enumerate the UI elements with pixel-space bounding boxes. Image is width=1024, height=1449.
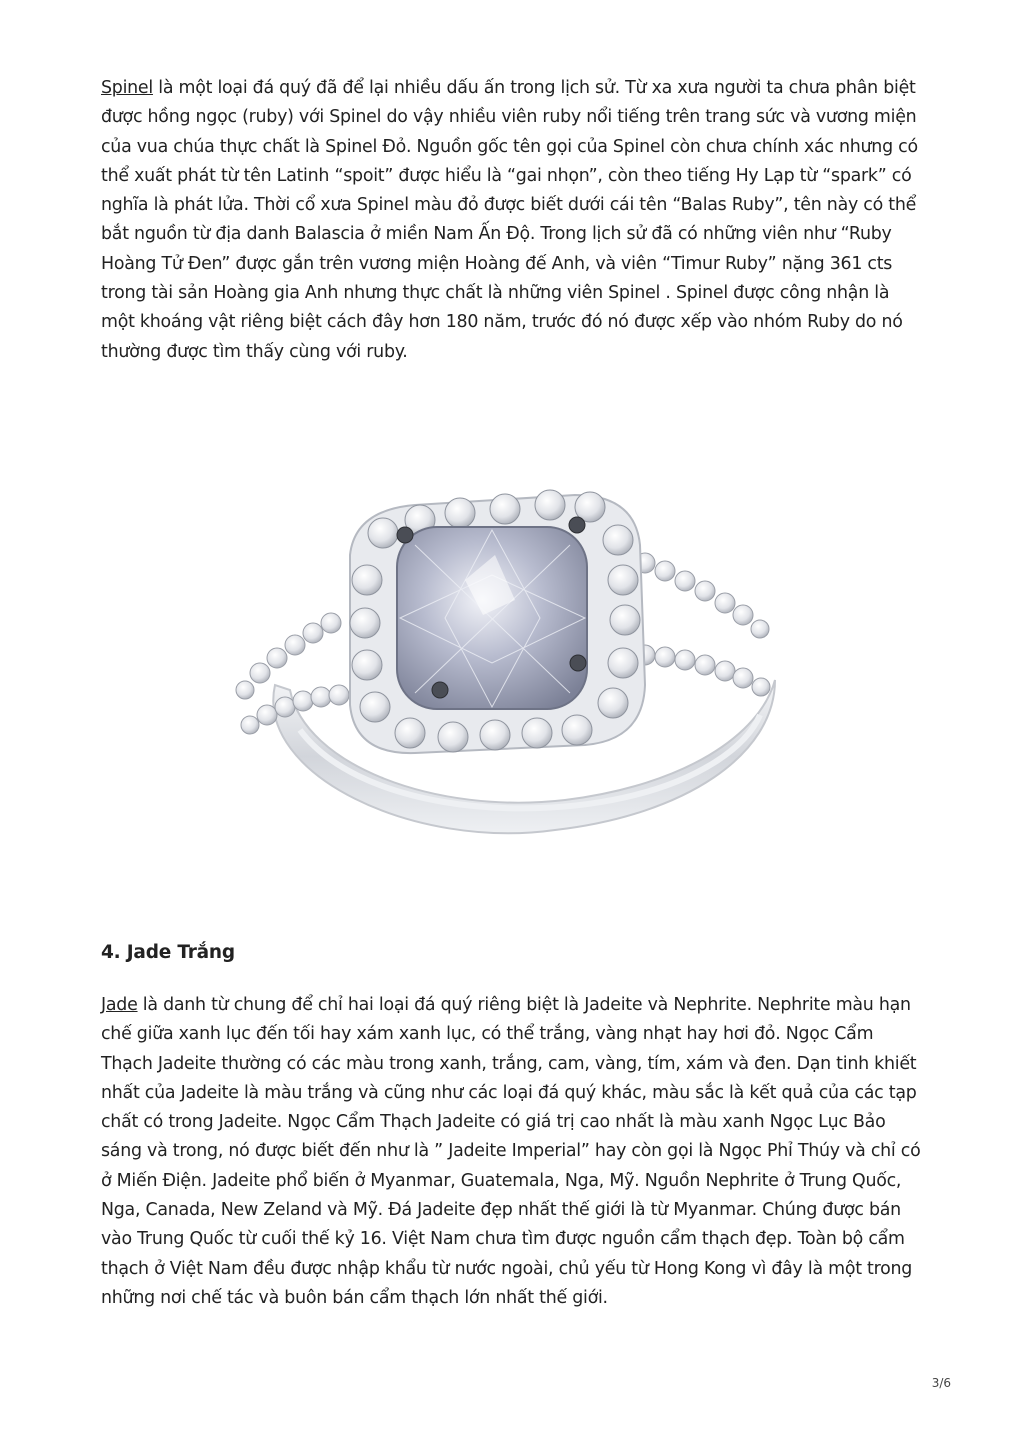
spinel-link[interactable]: Spinel [101, 78, 153, 98]
jade-body-text: là danh từ chung để chỉ hai loại đá quý riêng biệt là Jadeite và Nephrite. Nephrite màu hạn chế giữa xanh lục đến tối hay xám xanh lục, có thể trắng, vàng nhạt hay hơi đỏ. Ngọc Cẩm Thạch Jadeite thường có các màu trong xanh, trắng, cam, vàng, tím, xám và đen. Dạn tinh khiết nhất của Jadeite là màu trắng và cũng như các loại đá quý khác, màu sắc là kết quả của các tạp chất có trong Jadeite. Ngọc Cẩm Thạch Jadeite có giá trị cao nhất là màu xanh Ngọc Lục Bảo sáng và trong, nó được biết đến như là ” Jadeite Imperial” hay còn gọi là Ngọc Phỉ Thúy và chỉ có ở Miến Điện. Jadeite phổ biến ở Myanmar, Guatemala, Nga, Mỹ. Nguồn Nephrite ở Trung Quốc, Nga, Canada, New Zeland và Mỹ. Đá Jadeite đẹp nhất thế giới là từ Myanmar. Chúng được bán vào Trung Quốc từ cuối thế kỷ 16. Việt Nam chưa tìm được nguồn cẩm thạch đẹp. Toàn bộ cẩm thạch ở Việt Nam đều được nhập khẩu từ nước ngoài, chủ yếu từ Hong Kong vì đây là một trong những nơi chế tác và buôn bán cẩm thạch lớn nhất thế giới. [101, 995, 921, 1308]
jade-link[interactable]: Jade [101, 995, 138, 1015]
ring-illustration [215, 485, 795, 855]
jade-paragraph [101, 991, 926, 1313]
spinel-paragraph [101, 74, 926, 367]
jade-section-heading: 4. Jade Trắng [101, 942, 235, 963]
ring-image [215, 485, 795, 855]
page-number: 3/6 [931, 1376, 951, 1390]
spinel-body-text: là một loại đá quý đã để lại nhiều dấu ấn trong lịch sử. Từ xa xưa người ta chưa phân biệt được hồng ngọc (ruby) với Spinel do vậy nhiều viên ruby nổi tiếng trên trang sức và vương miện của vua chúa thực chất là Spinel Đỏ. Nguồn gốc tên gọi của Spinel còn chưa chính xác nhưng có thể xuất phát từ tên Latinh “spoit” được hiểu là “gai nhọn”, còn theo tiếng Hy Lạp từ “spark” có nghĩa là phát lửa. Thời cổ xưa Spinel màu đỏ được biết dưới cái tên “Balas Ruby”, tên này có thể bắt nguồn từ địa danh Balascia ở miền Nam Ấn Độ. Trong lịch sử đã có những viên như “Ruby Hoàng Tử Đen” được gắn trên vương miện Hoàng đế Anh, và viên “Timur Ruby” nặng 361 cts trong tài sản Hoàng gia Anh nhưng thực chất là những viên Spinel . Spinel được công nhận là một khoáng vật riêng biệt cách đây hơn 180 năm, trước đó nó được xếp vào nhóm Ruby do nó thường được tìm thấy cùng với ruby. [101, 78, 918, 362]
